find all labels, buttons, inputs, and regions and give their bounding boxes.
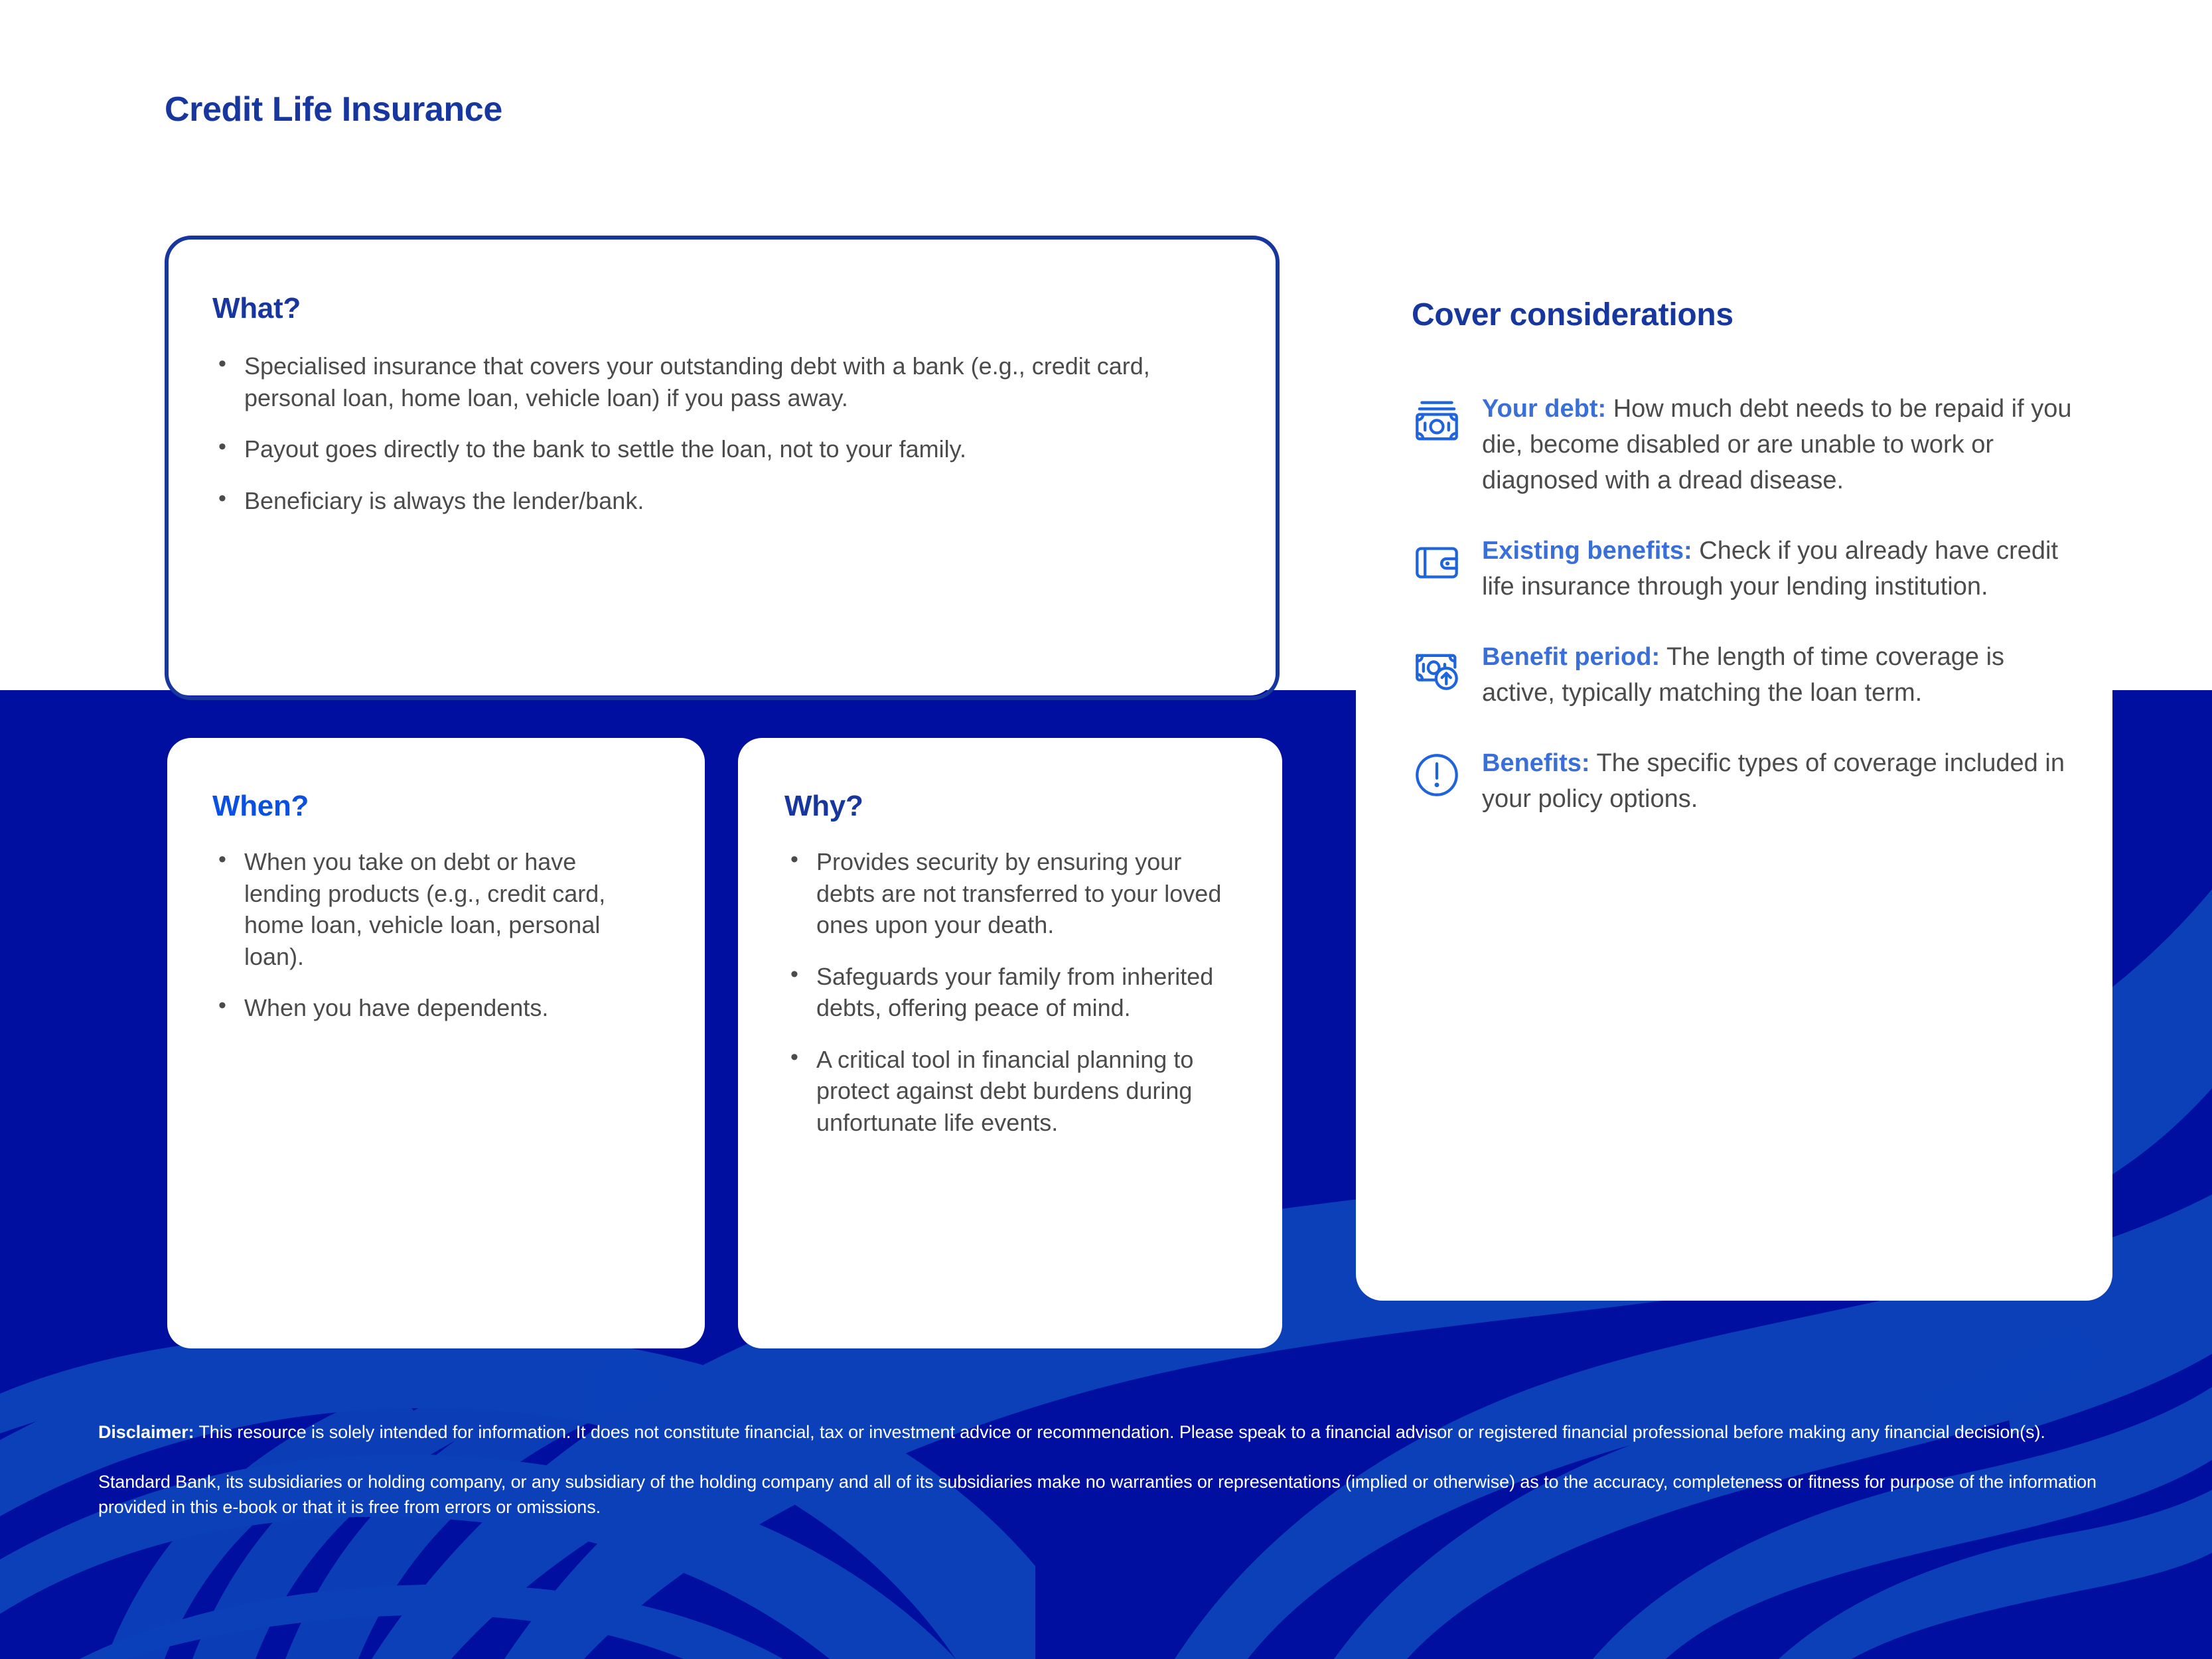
list-item — [1412, 392, 2082, 499]
cover-item-label: Benefit period: — [1482, 642, 1660, 671]
cover-item-label: Your debt: — [1482, 395, 1607, 423]
exclamation-circle-icon — [1412, 750, 1466, 800]
cover-item-text — [1482, 746, 2082, 818]
what-card-heading: What? — [212, 292, 301, 325]
cover-item-text — [1482, 640, 2082, 711]
list-item: • When you take on debt or have lending products (e.g., credit card, home loan, vehicle loan, personal loan). — [212, 846, 637, 972]
list-item: • When you have dependents. — [212, 992, 637, 1024]
cover-considerations-list — [1412, 392, 2082, 852]
cover-item-text — [1482, 392, 2082, 499]
cover-item-text — [1482, 534, 2082, 605]
list-item — [1412, 746, 2082, 818]
list-item: • Provides security by ensuring your debts are not transferred to your loved ones upon your death. — [784, 846, 1222, 941]
disclaimer-paragraph-2: Standard Bank, its subsidiaries or holding company, or any subsidiary of the holding company and all of its subsidiaries make no warranties or representations (implied or otherwise) as to the accuracy, completeness or fitness for purpose of the information provided in this e-book or that it is free from errors or omissions. — [98, 1472, 2097, 1517]
cover-item-description: Check if you already have credit life insurance through your lending institution. — [1482, 536, 2058, 601]
disclaimer-label: Disclaimer: — [98, 1422, 194, 1442]
when-card-heading: When? — [212, 790, 309, 822]
wallet-icon — [1412, 538, 1466, 588]
cover-item-description: The length of time coverage is active, typically matching the loan term. — [1482, 642, 2005, 707]
list-item: • A critical tool in financial planning to protect against debt burdens during unfortunate life events. — [784, 1044, 1222, 1139]
when-card-bullet-list — [212, 846, 637, 1044]
what-card-bullet-list — [212, 350, 1215, 536]
page-title: Credit Life Insurance — [165, 90, 502, 129]
banknote-stack-icon — [1412, 396, 1466, 446]
list-item: • Specialised insurance that covers your outstanding debt with a bank (e.g., credit card, personal loan, home loan, vehicle loan) if you pass away. — [212, 350, 1215, 413]
disclaimer-paragraph-1-text: This resource is solely intended for information. It does not constitute financial, tax or investment advice or recommendation. Please speak to a financial advisor or registered financial professional before making any financial decision(s). — [194, 1422, 2045, 1442]
disclaimer-paragraph-1 — [98, 1420, 2109, 1445]
list-item — [1412, 640, 2082, 711]
cover-item-label: Benefits: — [1482, 749, 1590, 777]
banknote-arrow-up-icon — [1412, 644, 1466, 694]
why-card-heading: Why? — [784, 790, 863, 822]
why-card-bullet-list — [784, 846, 1222, 1158]
cover-item-description: The specific types of coverage included in your policy options. — [1482, 749, 2065, 813]
cover-considerations-heading: Cover considerations — [1412, 297, 1733, 332]
list-item: • Beneficiary is always the lender/bank. — [212, 485, 1215, 517]
cover-item-label: Existing benefits: — [1482, 536, 1692, 565]
list-item: • Payout goes directly to the bank to settle the loan, not to your family. — [212, 433, 1215, 465]
cover-item-description: How much debt needs to be repaid if you die, become disabled or are unable to work or diagnosed with a dread disease. — [1482, 395, 2072, 494]
list-item: • Safeguards your family from inherited debts, offering peace of mind. — [784, 961, 1222, 1024]
disclaimer-section — [98, 1420, 2109, 1545]
list-item — [1412, 534, 2082, 605]
